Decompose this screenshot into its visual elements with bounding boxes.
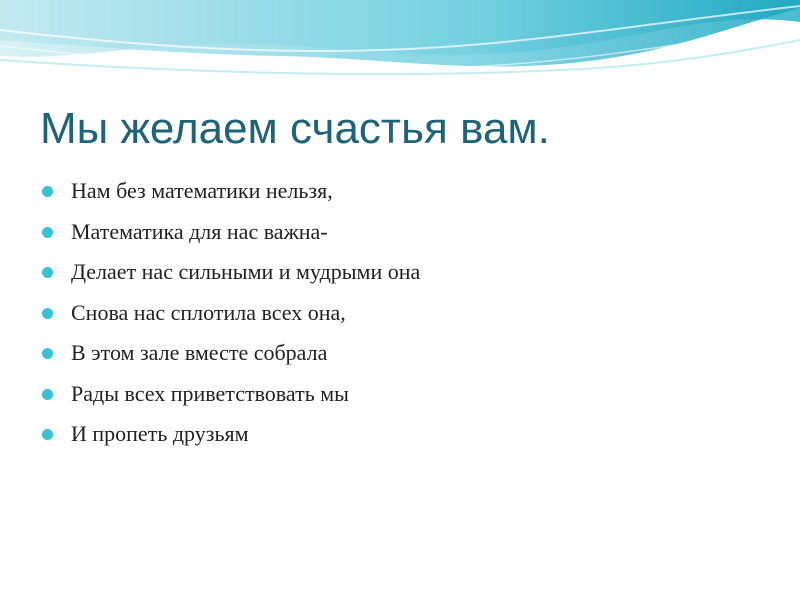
- bullet-dot-icon: [42, 348, 53, 359]
- bullet-text: В этом зале вместе собрала: [71, 340, 328, 365]
- bullet-text: Математика для нас важна-: [71, 218, 328, 244]
- bullet-dot-icon: [42, 267, 53, 278]
- bullet-dot-icon: [42, 227, 53, 238]
- bullet-text: Рады всех приветствовать мы: [71, 380, 349, 406]
- list-item: [40, 212, 420, 253]
- wave-decoration: [0, 0, 800, 80]
- list-item: [40, 333, 420, 374]
- bullet-list: [40, 171, 420, 455]
- bullet-text: И пропеть друзьям: [71, 421, 249, 446]
- bullet-text: Снова нас сплотила всех она,: [71, 299, 346, 325]
- list-item: [40, 252, 420, 293]
- bullet-dot-icon: [42, 429, 53, 440]
- wave-front: [0, 0, 800, 66]
- bullet-dot-icon: [42, 308, 53, 319]
- bullet-dot-icon: [42, 389, 53, 400]
- bullet-text: Нам без математики нельзя,: [71, 178, 333, 203]
- bullet-dot-icon: [42, 186, 53, 197]
- list-item: [40, 171, 420, 212]
- bullet-text: Делает нас сильными и мудрыми она: [71, 259, 421, 284]
- list-item: [40, 414, 420, 455]
- list-item: [40, 374, 420, 415]
- list-item: [40, 293, 420, 334]
- slide-title: Мы желаем счастья вам.: [40, 104, 550, 153]
